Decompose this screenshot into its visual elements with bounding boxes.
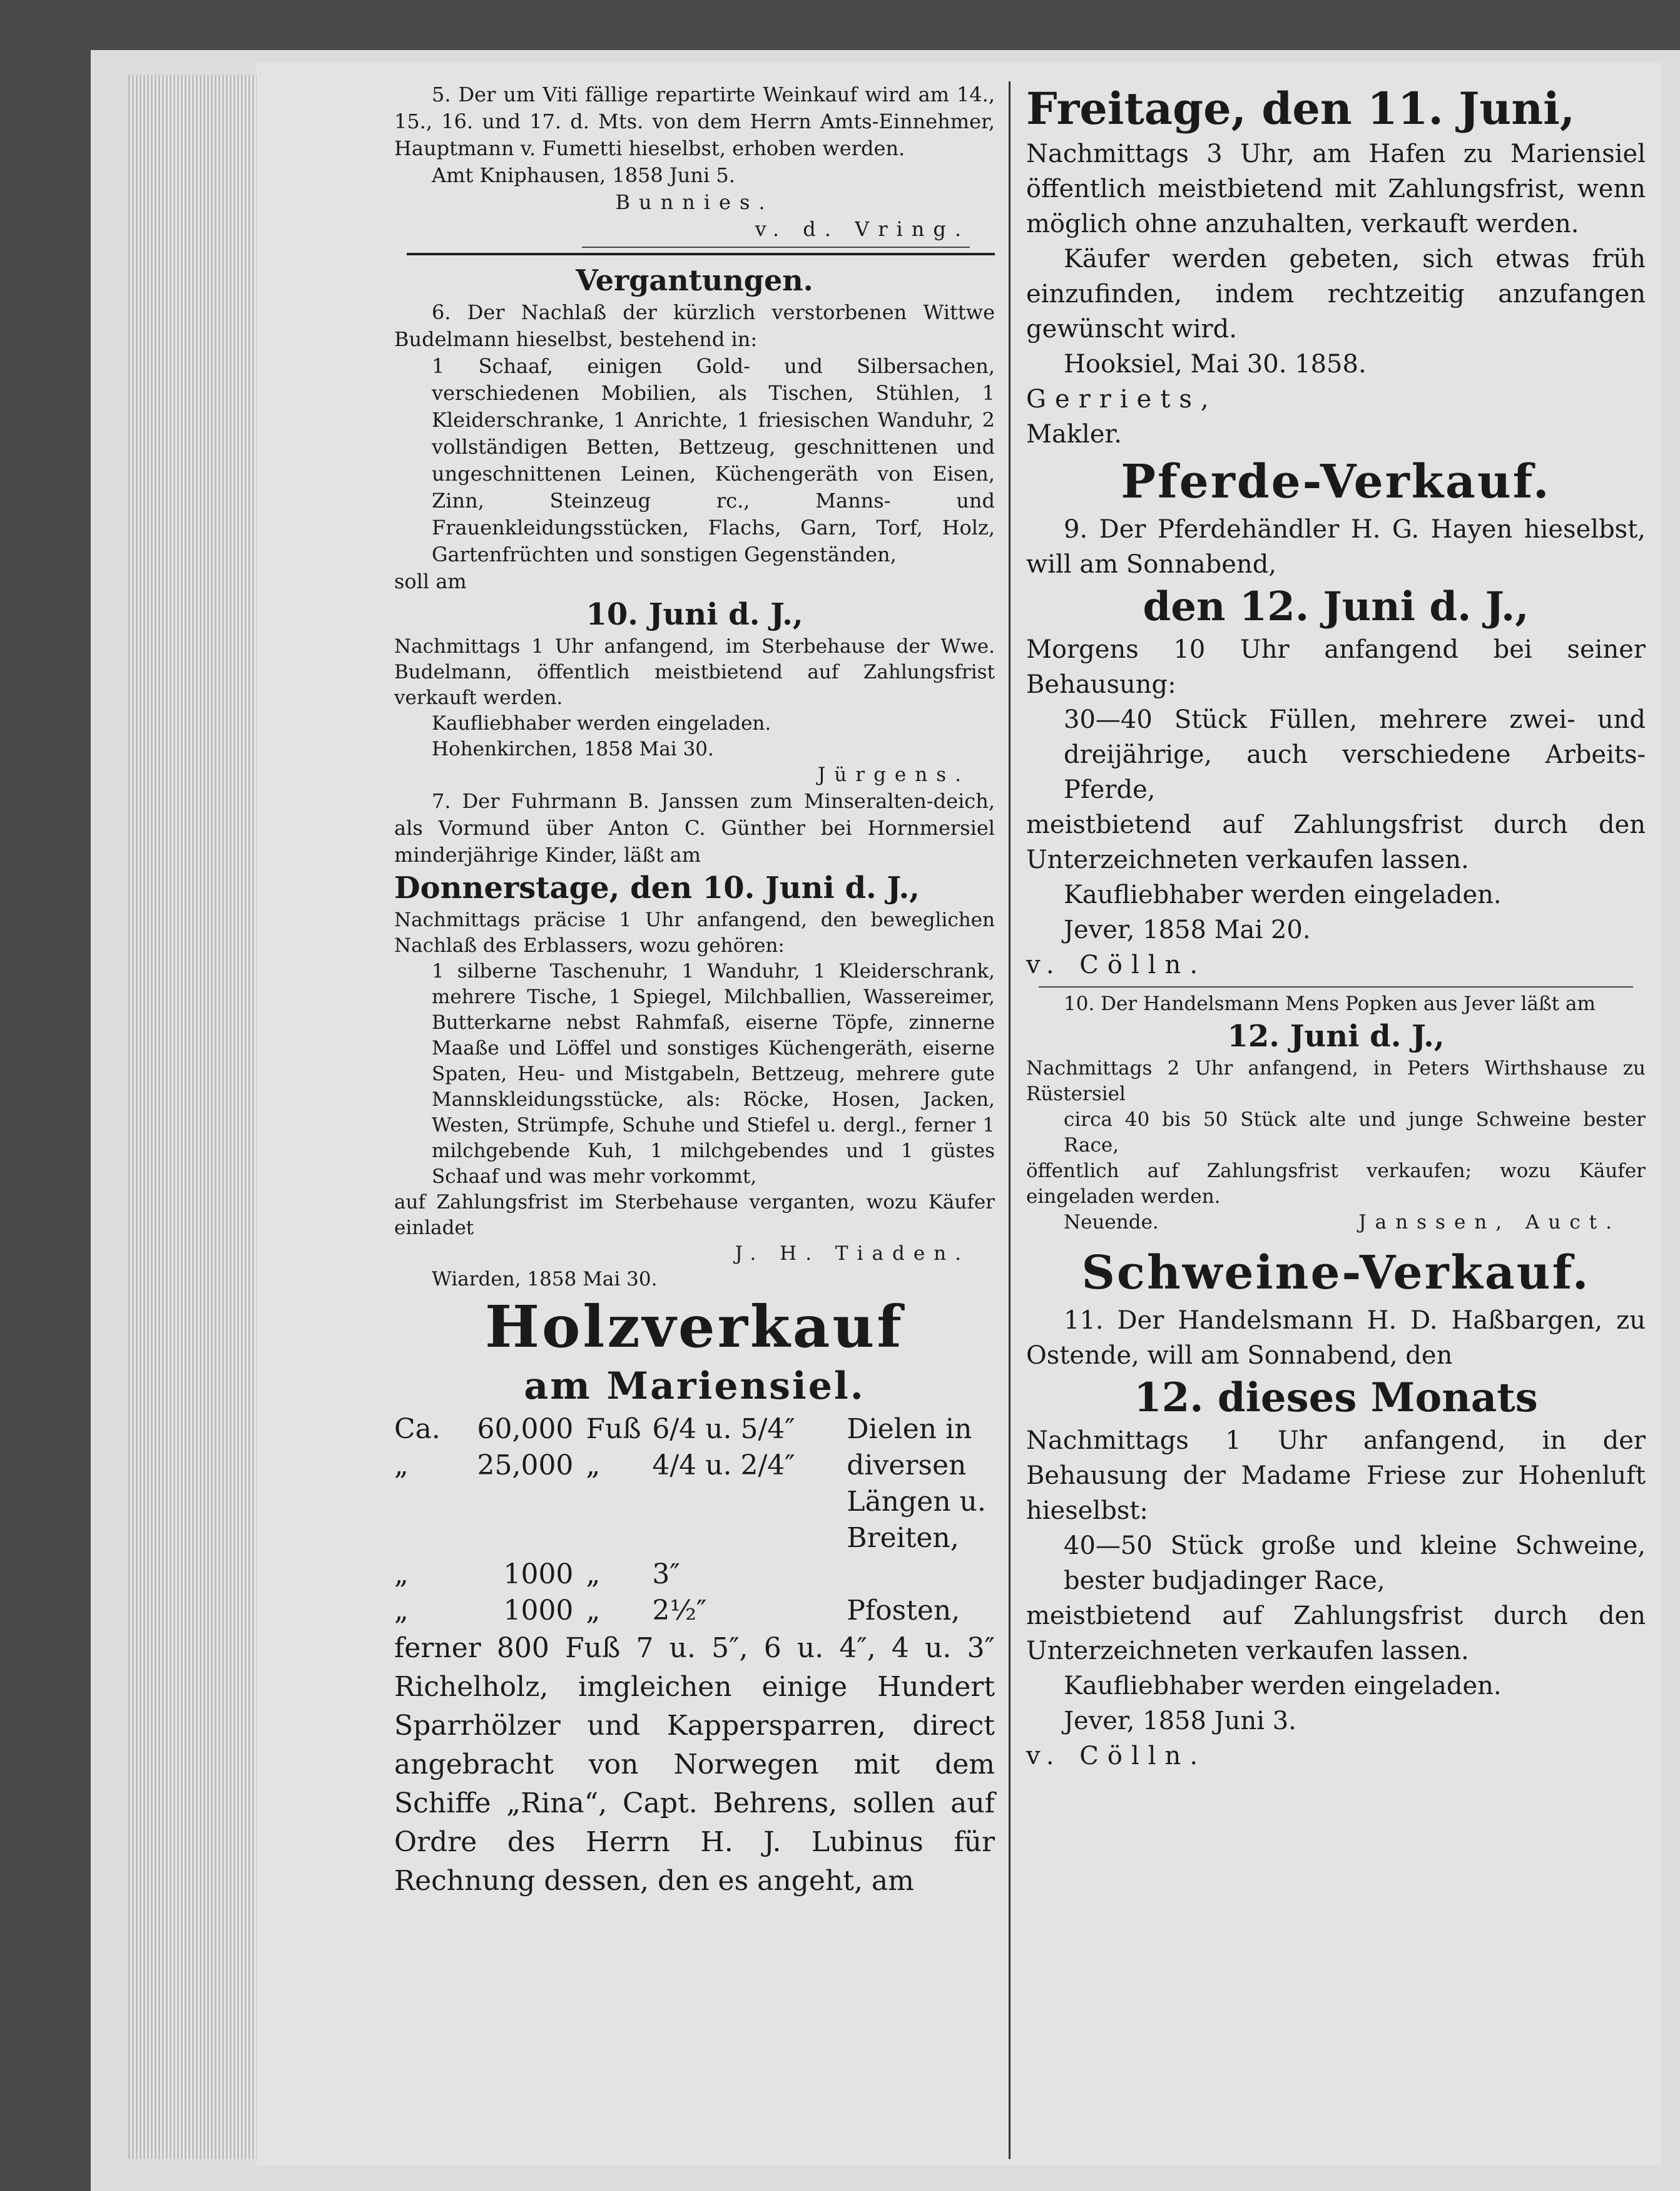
notice-11-intro: 11. Der Handelsmann H. D. Haßbargen, zu Ostende, will am Sonnabend, den xyxy=(1026,1306,1646,1370)
notice-6-intro: 6. Der Nachlaß der kürzlich verstorbenen Wittwe Budelmann hieselbst, bestehend in: xyxy=(394,300,995,351)
right-column xyxy=(1026,81,1646,1774)
notice-10-footer xyxy=(1026,1210,1646,1235)
right-place-1: Hooksiel, Mai 30. 1858. xyxy=(1064,350,1367,379)
notice-11-signature: v. Cölln. xyxy=(1026,1742,1207,1770)
book-page-edges xyxy=(128,75,257,2159)
notice-11-invite: Kaufliebhaber werden eingeladen. xyxy=(1064,1672,1502,1700)
notice-6-signature: Jürgens. xyxy=(817,764,970,786)
notice-9-signature: v. Cölln. xyxy=(1026,951,1207,979)
holz-table-cell: Pfosten, xyxy=(847,1595,960,1627)
notice-6-invite: Kaufliebhaber werden eingeladen. xyxy=(432,712,771,735)
holz-table-row xyxy=(394,1593,995,1629)
holz-table-cell: diversen xyxy=(847,1449,967,1481)
holz-table-cell: Ca. xyxy=(394,1413,440,1445)
notice-10-date: 12. Juni d. J., xyxy=(1227,1019,1445,1054)
notice-7-signature: J. H. Tiaden. xyxy=(735,1242,970,1265)
holz-table-cell: Fuß xyxy=(586,1413,641,1445)
holz-table-row xyxy=(394,1484,995,1520)
holz-table-cell: „ xyxy=(586,1595,601,1627)
holz-table-cell xyxy=(652,1484,847,1520)
notice-6-date: 10. Juni d. J., xyxy=(586,597,803,632)
notice-10-intro: 10. Der Handelsmann Mens Popken aus Jever läßt am xyxy=(1064,993,1596,1015)
notice-7-end: auf Zahlungsfrist im Sterbehause verganten, wozu Käufer einladet xyxy=(394,1191,995,1239)
right-signature-1: Gerriets, xyxy=(1026,385,1218,414)
holz-table-cell xyxy=(652,1520,847,1556)
notice-9-body: Morgens 10 Uhr anfangend bei seiner Behausung: xyxy=(1026,635,1646,699)
notice-9-place: Jever, 1858 Mai 20. xyxy=(1064,916,1311,944)
holz-title: Holzverkauf xyxy=(485,1293,904,1361)
holz-table-cell: Breiten, xyxy=(847,1522,959,1554)
notice-9-end: meistbietend auf Zahlungsfrist durch den Unterzeichneten verkaufen lassen. xyxy=(1026,810,1646,874)
holz-table-row xyxy=(394,1411,995,1448)
notice-9-items: 30—40 Stück Füllen, mehrere zwei- und dreijährige, auch verschiedene Arbeits-Pferde, xyxy=(1064,705,1646,804)
schweine-title: Schweine-Verkauf. xyxy=(1081,1246,1591,1300)
notice-11-body: Nachmittags 1 Uhr anfangend, in der Behausung der Madame Friese zur Hohenluft hieselbst: xyxy=(1026,1426,1646,1525)
holz-table-cell: „ xyxy=(394,1595,409,1627)
notice-11-place: Jever, 1858 Juni 3. xyxy=(1064,1707,1296,1735)
notice-9-intro: 9. Der Pferdehändler H. G. Hayen hieselbst, will am Sonnabend, xyxy=(1026,515,1646,579)
holz-table-cell: „ xyxy=(586,1449,601,1481)
right-body-1: Nachmittags 3 Uhr, am Hafen zu Mariensiel öffentlich meistbietend mit Zahlungsfrist, wenn möglich ohne anzuhalten, verkauft werden. xyxy=(1026,140,1646,238)
notice-6-items: 1 Schaaf, einigen Gold- und Silbersachen, verschiedenen Mobilien, als Tischen, Stühlen, 1 Kleiderschranke, 1 Anrichte, 1 friesischen Wanduhr, 2 vollständigen Betten, Bettzeug, geschnittenen und ungeschnittenen Leinen, Küchengeräth von Eisen, Zinn, Steinzeug rc., Manns- und Frauenkleidungsstücken, Flachs, Garn, Torf, Holz, Gartenfrüchten und sonstigen Gegenständen, xyxy=(432,354,995,566)
holz-table-cell: 2½″ xyxy=(652,1595,707,1627)
short-rule xyxy=(582,247,970,248)
notice-5-signature: Bunnies. xyxy=(615,190,774,214)
notice-5-text: 5. Der um Viti fällige repartirte Weinkauf wird am 14., 15., 16. und 17. d. Mts. von dem Herrn Amts-Einnehmer, Hauptmann v. Fumetti hieselbst, erhoben werden. xyxy=(394,83,995,160)
holz-table-cell: „ xyxy=(394,1558,409,1590)
notice-5-place: Amt Kniphausen, 1858 Juni 5. xyxy=(432,163,735,187)
holz-table-cell: 1000 xyxy=(503,1595,574,1627)
holz-table-cell xyxy=(586,1520,652,1556)
section-rule xyxy=(407,253,995,255)
holz-table-cell xyxy=(394,1484,449,1520)
notice-6-body: Nachmittags 1 Uhr anfangend, im Sterbehause der Wwe. Budelmann, öffentlich meistbietend auf Zahlungsfrist verkauft werden. xyxy=(394,635,995,709)
holz-table-cell xyxy=(449,1484,586,1520)
notice-7-place: Wiarden, 1858 Mai 30. xyxy=(432,1268,658,1290)
holz-table-cell: 4/4 u. 2/4″ xyxy=(652,1449,795,1481)
holz-table-cell: 1000 xyxy=(503,1558,574,1590)
right-body-1b: Käufer werden gebeten, sich etwas früh einzufinden, indem rechtzeitig anzufangen gewünscht wird. xyxy=(1026,245,1646,344)
notice-11-end: meistbietend auf Zahlungsfrist durch den Unterzeichneten verkaufen lassen. xyxy=(1026,1601,1646,1665)
notice-9-date: den 12. Juni d. J., xyxy=(1143,583,1529,630)
notice-10-end: öffentlich auf Zahlungsfrist verkaufen; wozu Käufer eingeladen werden. xyxy=(1026,1160,1646,1208)
holz-table-cell: 25,000 xyxy=(477,1449,574,1481)
holz-table-row xyxy=(394,1448,995,1484)
holz-table-cell xyxy=(847,1556,995,1593)
notice-6-soll: soll am xyxy=(394,569,467,593)
notice-9-invite: Kaufliebhaber werden eingeladen. xyxy=(1064,881,1502,909)
holz-table-cell: 3″ xyxy=(652,1558,680,1590)
notice-7-intro: 7. Der Fuhrmann B. Janssen zum Minseralten-deich, als Vormund über Anton C. Günther bei Hornmersiel minderjährige Kinder, läßt am xyxy=(394,789,995,867)
holz-subtitle: am Mariensiel. xyxy=(524,1364,865,1408)
right-date-1: Freitage, den 11. Juni, xyxy=(1026,83,1576,135)
holz-table-cell: 60,000 xyxy=(477,1413,574,1445)
notice-7-items: 1 silberne Taschenuhr, 1 Wanduhr, 1 Kleiderschrank, mehrere Tische, 1 Spiegel, Milchballien, Wassereimer, Butterkarne nebst Rahmfaß, eiserne Töpfe, zinnerne Maaße und Löffel und sonstiges Küchengeräth, eiserne Spaten, Heu- und Mistgabeln, Bettzeug, mehrere gute Mannskleidungsstücke, als: Röcke, Hosen, Jacken, Westen, Strümpfe, Schuhe und Stiefel u. dergl., ferner 1 milchgebende Kuh, 1 milchgebendes und 1 güstes Schaaf und was mehr vorkommt, xyxy=(432,960,995,1188)
notice-5-signature-2: v. d. Vring. xyxy=(755,217,970,241)
left-column xyxy=(394,81,995,1901)
short-rule-2 xyxy=(1039,986,1633,988)
holz-body: ferner 800 Fuß 7 u. 5″, 6 u. 4″, 4 u. 3″ Richelholz, imgleichen einige Hundert Sparrhölzer und Kappersparren, direct angebracht von Norwegen mit dem Schiffe „Rina“, Capt. Behrens, sollen auf Ordre des Herrn H. J. Lubinus für Rechnung dessen, den es angeht, am xyxy=(394,1632,995,1897)
holz-table xyxy=(394,1411,995,1629)
notice-11-date: 12. dieses Monats xyxy=(1134,1374,1538,1421)
notice-10-items: circa 40 bis 50 Stück alte und junge Schweine bester Race, xyxy=(1064,1108,1646,1157)
holz-table-cell xyxy=(394,1520,449,1556)
right-signature-1b: Makler. xyxy=(1026,420,1122,449)
holz-table-cell: Längen u. xyxy=(847,1486,986,1518)
notice-10-place: Neuende. xyxy=(1064,1211,1159,1233)
pferde-title: Pferde-Verkauf. xyxy=(1121,455,1551,509)
holz-table-cell xyxy=(449,1520,586,1556)
column-divider xyxy=(1009,81,1011,2159)
holz-table-cell: Dielen in xyxy=(847,1413,972,1445)
notice-10-signature: Janssen, Auct. xyxy=(1358,1211,1621,1233)
holz-table-cell: „ xyxy=(394,1449,409,1481)
notice-10-body: Nachmittags 2 Uhr anfangend, in Peters Wirthshause zu Rüstersiel xyxy=(1026,1057,1646,1105)
notice-11-items: 40—50 Stück große und kleine Schweine, bester budjadinger Race, xyxy=(1064,1531,1646,1595)
holz-table-cell: „ xyxy=(586,1558,601,1590)
holz-table-cell: 6/4 u. 5/4″ xyxy=(652,1413,795,1445)
notice-7-body: Nachmittags präcise 1 Uhr anfangend, den beweglichen Nachlaß des Erblassers, wozu gehören: xyxy=(394,909,995,957)
holz-table-row xyxy=(394,1520,995,1556)
holz-table-row xyxy=(394,1556,995,1593)
notice-6-place: Hohenkirchen, 1858 Mai 30. xyxy=(432,738,714,760)
notice-7-date: Donnerstage, den 10. Juni d. J., xyxy=(394,871,920,906)
section-heading: Vergantungen. xyxy=(576,263,813,297)
holz-table-cell xyxy=(586,1484,652,1520)
